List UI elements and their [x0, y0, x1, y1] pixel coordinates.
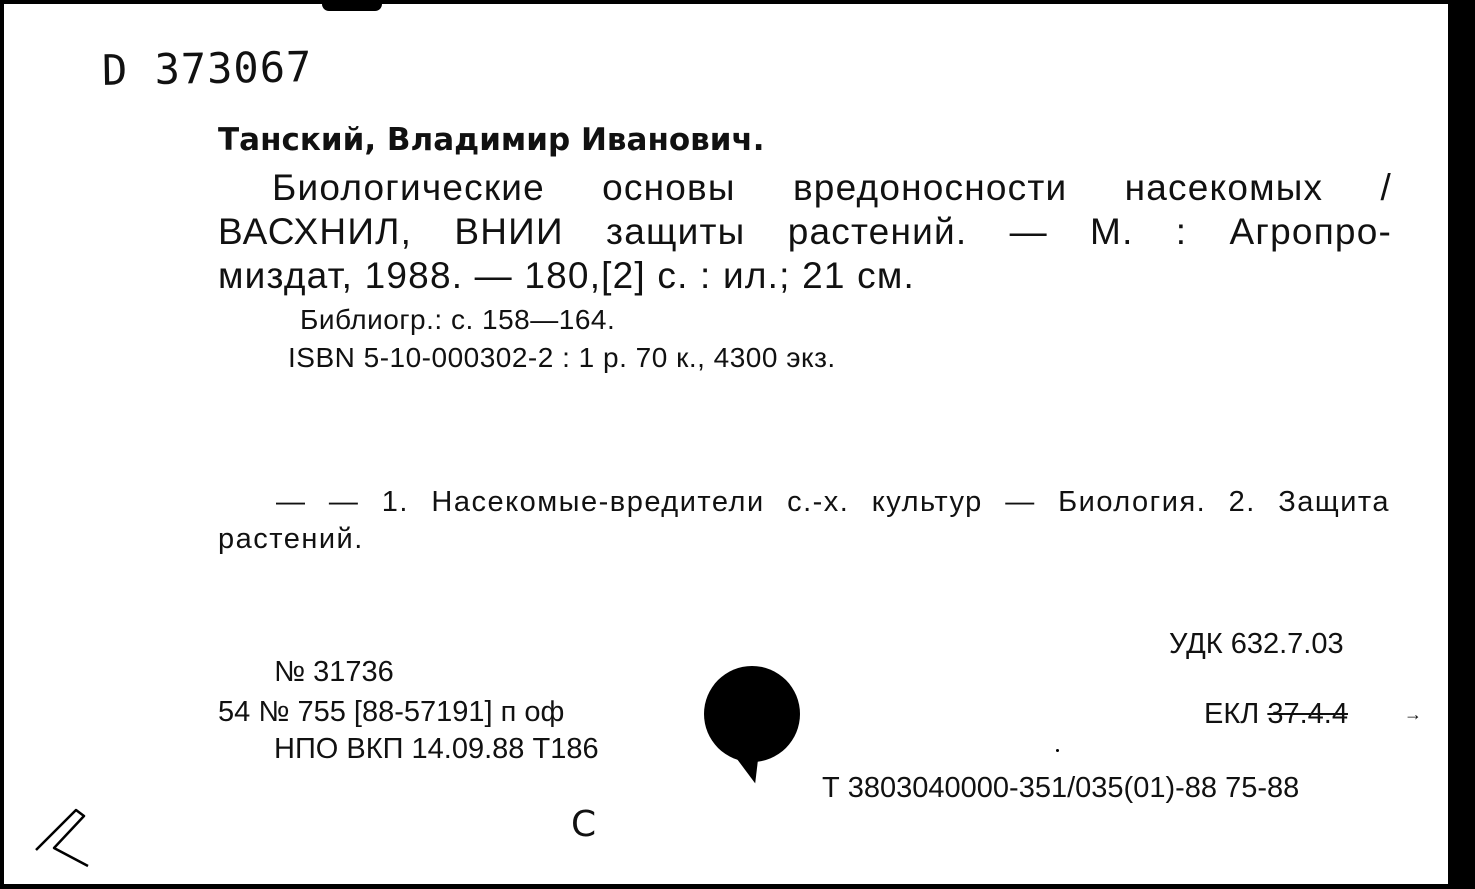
- bibliography-note: Библиогр.: с. 158—164.: [300, 304, 616, 335]
- title-line-1: Биологические основы вредоносности насекомых /: [272, 167, 1392, 208]
- npo-line: НПО ВКП 14.09.88 Т186: [274, 733, 599, 765]
- udk-code: УДК 632.7.03: [1169, 628, 1344, 660]
- isbn-line: ISBN 5-10-000302-2 : 1 р. 70 к., 4300 экз.: [288, 342, 836, 373]
- ekl-code: [1204, 698, 1348, 731]
- title-line-2: ВАСХНИЛ, ВНИИ защиты растений. — М. : Агропро-: [218, 211, 1392, 252]
- letter-mark: С: [571, 804, 597, 845]
- ink-dot: [1056, 749, 1059, 752]
- arrow-mark-icon: →: [1404, 704, 1422, 724]
- catalog-card: [4, 4, 1460, 884]
- author-heading: Танский, Владимир Иванович.: [218, 122, 765, 158]
- card-right-edge: [1448, 4, 1460, 884]
- handwritten-mark-icon: [32, 802, 102, 872]
- ekl-number: 37.4.4: [1267, 698, 1348, 730]
- subjects-line-1: — — 1. Насекомые-вредители с.-х. культур — Биология. 2. Защита: [276, 486, 1390, 518]
- order-line: 54 № 755 [88-57191] п оф: [218, 696, 565, 728]
- t-code: Т 3803040000-351/035(01)-88 75-88: [822, 772, 1300, 804]
- call-number: D 373067: [101, 42, 313, 95]
- ekl-label: ЕКЛ: [1204, 698, 1260, 730]
- title-line-3: миздат, 1988. — 180,[2] с. : ил.; 21 см.: [218, 255, 915, 296]
- card-top-notch: [322, 4, 382, 11]
- subjects-line-2: растений.: [218, 523, 364, 555]
- card-number: № 31736: [274, 656, 394, 688]
